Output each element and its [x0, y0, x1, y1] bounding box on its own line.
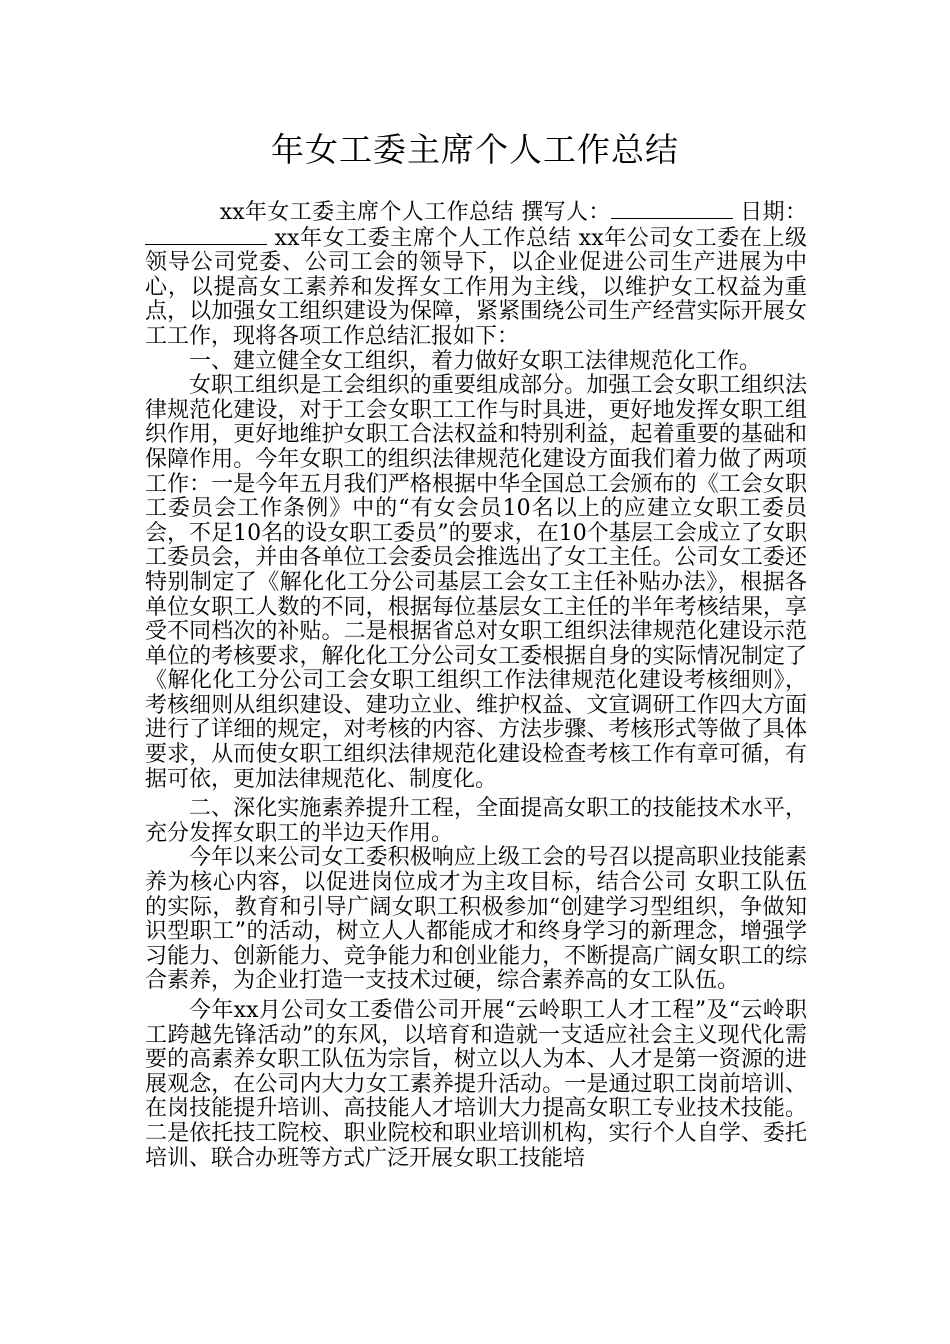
intro-text-date: 日期：	[732, 200, 808, 225]
section-heading-1: 一、建立健全女工组织，着力做好女职工法律规范化工作。	[189, 348, 762, 374]
body-paragraph: 今年以来公司女工委积极响应上级工会的号召以提高职业技能素养为核心内容，以促进岗位成才为主攻目标，结合公司 女职工队伍的实际，教育和引导广阔女职工积极参加“创建学习型组织，争做知识型职工”的活动，树立人人都能成才和终身学习的新理念，增强学习能力、创新能力、竞争能力和创业能力，不断提高广阔女职工的综合素养，为企业打造一支技术过硬，综合素养高的女工队伍。	[145, 845, 807, 994]
intro-text-author: xx年女工委主席个人工作总结 撰写人：	[219, 200, 611, 225]
intro-text-body: xx年女工委主席个人工作总结 xx年公司女工委在上级领导公司党委、公司工会的领导下，以企业促进公司生产进展为中心，以提高女工素养和发挥女工作用为主线，以维护女工权益为重点，以加强女工组织建设为保障，紧紧围绕公司生产经营实际开展女工工作，现将各项工作总结汇报如下：	[145, 225, 807, 349]
author-blank-line	[611, 200, 733, 219]
body-paragraph: 今年xx月公司女工委借公司开展“云岭职工人才工程”及“云岭职工跨越先锋活动”的东风，以培育和造就一支适应社会主义现代化需要的高素养女职工队伍为宗旨，树立以人为本、人才是第一资源的进展观念，在公司内大力女工素养提升活动。一是通过职工岗前培训、在岗技能提升培训、高技能人才培训大力提高女职工专业技术技能。二是依托技工院校、职业院校和职业培训机构，实行个人自学、委托培训、联合办班等方式广泛开展女职工技能培	[145, 998, 807, 1171]
body-paragraph: 女职工组织是工会组织的重要组成部分。加强工会女职工组织法律规范化建设，对于工会女职工工作与时具进，更好地发挥女职工组织作用，更好地维护女职工合法权益和特别利益，起着重要的基础和保障作用。今年女职工的组织法律规范化建设方面我们着力做了两项工作：一是今年五月我们严格根据中华全国总工会颁布的《工会女职工委员会工作条例》中的“有女会员10名以上的应建立女职工委员会，不足10名的设女职工委员”的要求，在10个基层工会成立了女职工委员会，并由各单位工会委员会推选出了女工主任。公司女工委还特别制定了《解化化工分公司基层工会女工主任补贴办法》，根据各单位女职工人数的不同，根据每位基层女工主任的半年考核结果，享受不同档次的补贴。二是根据省总对女职工组织法律规范化建设示范单位的考核要求，解化化工分公司女工委根据自身的实际情况制定了《解化化工分公司工会女职工组织工作法律规范化建设考核细则》，考核细则从组织建设、建功立业、维护权益、文宣调研工作四大方面进行了详细的规定，对考核的内容、方法步骤、考核形式等做了具体要求，从而使女职工组织法律规范化建设检查考核工作有章可循，有据可依，更加法律规范化、制度化。	[145, 373, 807, 792]
date-blank-line	[145, 226, 267, 245]
section-heading-2: 二、深化实施素养提升工程，全面提高女职工的技能技术水平，充分发挥女职工的半边天作用。	[145, 796, 807, 846]
document-body	[145, 200, 807, 1171]
intro-paragraph	[145, 200, 807, 350]
document-title: 年女工委主席个人工作总结	[271, 130, 679, 169]
